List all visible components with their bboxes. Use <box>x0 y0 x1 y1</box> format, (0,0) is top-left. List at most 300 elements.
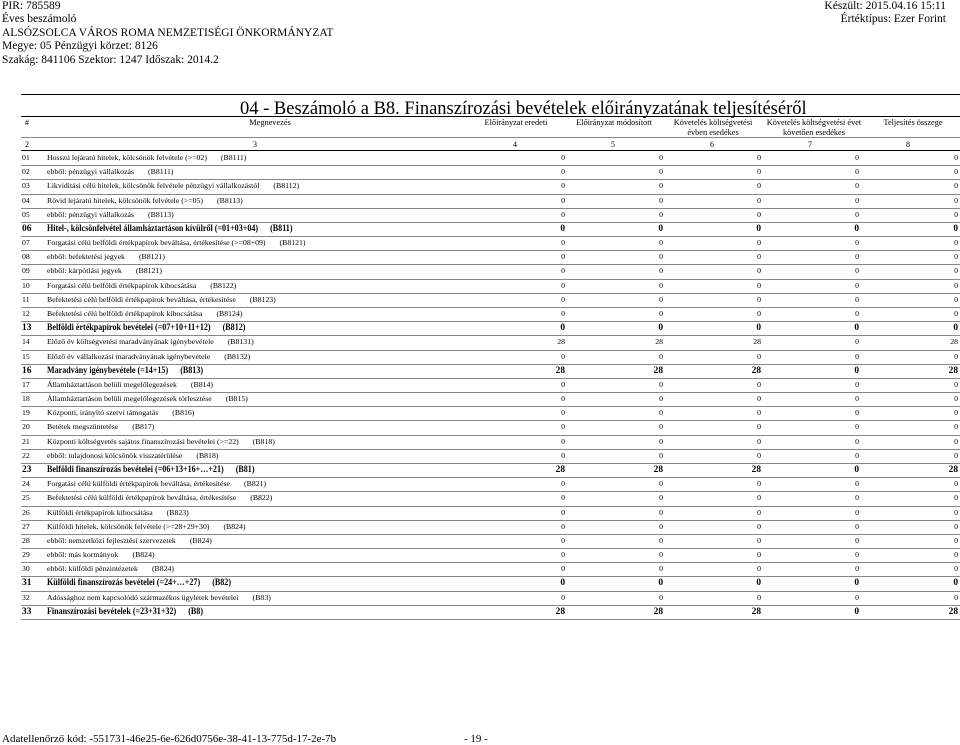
row-value-col5: 0 <box>659 493 663 503</box>
row-value-col7: 0 <box>855 450 859 460</box>
row-value-col7: 0 <box>855 209 859 219</box>
row-label-text: Befektetési célú belföldi értékpapírok kibocsátása <box>47 308 203 318</box>
table-row <box>0 166 960 180</box>
row-value-col6: 0 <box>757 280 761 290</box>
row-number: 20 <box>22 422 30 432</box>
table-row <box>0 592 960 606</box>
created-timestamp: Készült: 2015.04.16 15:11 <box>824 0 946 12</box>
row-value-col7: 0 <box>854 606 859 617</box>
report-type-label: Éves beszámoló <box>2 13 77 26</box>
row-value-col5: 0 <box>658 223 663 234</box>
row-label-text: Külföldi finanszírozás bevételei (=24+…+27) <box>47 578 201 589</box>
row-value-col6: 0 <box>757 153 761 162</box>
column-header-original: Előirányzat eredeti <box>484 118 548 127</box>
row-label-text: Hitel-, kölcsönfelvétel államháztartáson kívülről (=01+03+04) <box>47 223 259 234</box>
row-number: 14 <box>22 337 30 347</box>
row-label-text: ebből: tulajdonosi kölcsönök visszatérülése <box>47 450 183 460</box>
row-value-col8: 28 <box>948 606 958 617</box>
row-value-col4: 0 <box>561 408 565 418</box>
row-value-col6: 0 <box>757 535 761 545</box>
row-value-col4: 0 <box>561 493 565 503</box>
row-value-col7: 0 <box>854 223 859 234</box>
row-code: (B8131) <box>227 337 254 347</box>
row-number: 04 <box>22 195 30 205</box>
row-number: 27 <box>22 521 30 531</box>
row-label <box>47 196 243 205</box>
row-label-text: ebből: nemzetközi fejlesztési szervezetek <box>47 535 176 545</box>
table-row <box>0 223 960 237</box>
row-label-text: Belföldi értékpapírok bevételei (=07+10+11+12) <box>47 323 211 334</box>
row-code: (B8124) <box>216 308 243 318</box>
row-value-col5: 0 <box>659 394 663 404</box>
row-label <box>47 337 254 346</box>
row-value-col7: 0 <box>855 294 859 304</box>
row-code: (B811) <box>270 223 293 234</box>
column-number: 7 <box>808 140 812 149</box>
row-number: 21 <box>22 436 30 446</box>
row-value-col4: 28 <box>555 606 565 617</box>
row-code: (B8112) <box>273 181 300 191</box>
row-label <box>47 309 242 318</box>
row-label <box>47 408 194 417</box>
row-value-col5: 0 <box>659 436 663 446</box>
row-value-col5: 0 <box>659 564 663 574</box>
row-number: 26 <box>22 507 30 517</box>
row-label <box>47 522 246 531</box>
pir-label: PIR: 785589 <box>2 0 61 12</box>
row-label-text: Államháztartáson belüli megelőlegezések <box>47 379 177 389</box>
column-number: 4 <box>513 140 517 149</box>
row-value-col4: 0 <box>561 535 565 545</box>
row-value-col5: 0 <box>659 181 663 191</box>
row-label-text: ebből: pénzügyi vállalkozás <box>47 209 135 219</box>
row-value-col7: 0 <box>855 436 859 446</box>
row-label-text: Maradvány igénybevétele (=14+15) <box>47 365 169 376</box>
row-label-text: ebből: befektetési jegyek <box>47 252 125 262</box>
table-row <box>0 322 960 336</box>
row-value-col7: 0 <box>855 351 859 361</box>
report-header-left <box>2 0 333 67</box>
row-number: 05 <box>22 209 30 219</box>
row-value-col8: 0 <box>953 323 958 334</box>
row-value-col8: 0 <box>953 578 958 589</box>
value-type-label: Értéktípus: Ezer Forint <box>840 13 946 26</box>
row-value-col5: 28 <box>653 606 663 617</box>
row-value-col8: 0 <box>954 521 958 531</box>
row-code: (B8111) <box>220 153 247 162</box>
column-number: 5 <box>611 140 615 149</box>
row-code: (B8) <box>188 606 204 617</box>
row-value-col4: 0 <box>561 592 565 602</box>
row-label-text: Előző év költségvetési maradványának igénybevétele <box>47 337 214 347</box>
title-rule-top <box>21 94 960 95</box>
row-value-col4: 0 <box>561 394 565 404</box>
row-value-col6: 0 <box>756 223 761 234</box>
row-value-col8: 0 <box>954 294 958 304</box>
row-value-col4: 0 <box>561 521 565 531</box>
row-number: 28 <box>22 535 30 545</box>
row-code: (B8113) <box>217 195 243 205</box>
row-number: 11 <box>22 294 30 304</box>
row-code: (B824) <box>151 564 175 574</box>
row-value-col6: 0 <box>757 181 761 191</box>
row-label-text: Központi, irányító szervi támogatás <box>47 408 159 418</box>
table-row <box>0 393 960 407</box>
row-label <box>47 252 165 261</box>
row-label <box>47 451 218 460</box>
table-row <box>0 563 960 577</box>
row-number: 06 <box>22 223 32 234</box>
row-value-col7: 0 <box>855 181 859 191</box>
column-header-receivable-current <box>664 118 762 137</box>
column-header-receivable-current-line1: Követelés költségvetési <box>673 118 753 127</box>
row-number: 09 <box>22 266 30 276</box>
row-label <box>47 493 272 502</box>
row-label <box>47 437 275 446</box>
row-value-col7: 0 <box>855 507 859 517</box>
row-value-col6: 0 <box>757 167 761 177</box>
row-label <box>47 394 248 403</box>
row-code: (B823) <box>166 507 189 517</box>
row-value-col4: 0 <box>561 167 565 177</box>
row-number: 15 <box>22 351 30 361</box>
row-value-col6: 0 <box>757 408 761 418</box>
row-value-col8: 0 <box>954 209 958 219</box>
column-number: 2 <box>25 140 29 149</box>
row-value-col7: 0 <box>854 323 859 334</box>
table-row <box>0 606 960 620</box>
row-value-col7: 0 <box>855 422 859 432</box>
row-number: 18 <box>22 394 30 404</box>
table-row <box>0 507 960 521</box>
row-label-text: Adóssághoz nem kapcsolódó származékos ügyletek bevételei <box>47 592 239 602</box>
row-number: 31 <box>22 578 32 589</box>
row-label <box>47 266 162 275</box>
row-value-col7: 0 <box>855 535 859 545</box>
column-header-receivable-later-line2: követően esedékes <box>783 127 845 137</box>
table-row <box>0 237 960 251</box>
row-value-col6: 0 <box>757 351 761 361</box>
table-row <box>0 521 960 535</box>
row-value-col8: 0 <box>954 479 958 489</box>
row-value-col4: 0 <box>561 252 565 262</box>
row-code: (B8122) <box>210 280 237 290</box>
row-value-col7: 0 <box>855 266 859 276</box>
row-value-col8: 0 <box>954 535 958 545</box>
row-number: 17 <box>22 379 30 389</box>
row-number: 30 <box>22 564 30 574</box>
row-value-col7: 0 <box>855 252 859 262</box>
row-value-col8: 0 <box>954 394 958 404</box>
report-header-right <box>824 0 946 27</box>
row-value-col4: 0 <box>561 422 565 432</box>
row-value-col5: 0 <box>659 535 663 545</box>
row-value-col5: 0 <box>659 422 663 432</box>
row-value-col6: 0 <box>757 493 761 503</box>
row-value-col7: 0 <box>855 521 859 531</box>
row-label <box>47 181 299 190</box>
row-number: 22 <box>22 450 30 460</box>
row-value-col7: 0 <box>854 578 859 589</box>
table-row <box>0 180 960 194</box>
row-code: (B824) <box>189 535 212 545</box>
row-label <box>47 578 231 588</box>
row-value-col6: 0 <box>757 238 761 248</box>
row-label <box>47 295 276 304</box>
entity-name: ALSÓZSOLCA VÁROS ROMA NEMZETISÉGI ÖNKORMÁNYZAT <box>2 26 334 39</box>
row-number: 24 <box>22 479 30 489</box>
row-value-col8: 0 <box>954 181 958 191</box>
row-value-col6: 0 <box>757 252 761 262</box>
row-value-col6: 0 <box>757 394 761 404</box>
column-header-performance: Teljesítés összege <box>883 118 943 127</box>
row-code: (B817) <box>132 422 155 432</box>
row-value-col7: 0 <box>855 238 859 248</box>
row-value-col4: 0 <box>561 450 565 460</box>
row-value-col5: 28 <box>653 365 663 376</box>
row-label-text: Befektetési célú külföldi értékpapírok beváltása, értékesítése <box>47 493 237 503</box>
row-code: (B821) <box>244 479 267 489</box>
row-value-col5: 0 <box>659 252 663 262</box>
row-number: 33 <box>22 606 32 617</box>
row-label-text: ebből: pénzügyi vállalkozás <box>47 167 135 177</box>
row-code: (B824) <box>132 550 155 560</box>
column-number: 3 <box>253 140 257 149</box>
row-value-col6: 28 <box>751 606 761 617</box>
row-value-col4: 0 <box>561 238 565 248</box>
row-value-col8: 0 <box>954 238 958 248</box>
table-row <box>0 336 960 350</box>
table-row <box>0 308 960 322</box>
row-label-text: Belföldi finanszírozás bevételei (=06+13+16+…+21) <box>47 464 224 475</box>
row-label <box>47 352 250 361</box>
row-label <box>47 564 174 573</box>
row-code: (B822) <box>250 493 273 503</box>
row-value-col8: 0 <box>954 564 958 574</box>
row-label <box>47 422 154 431</box>
row-label-text: Külföldi értékpapírok kibocsátása <box>47 507 153 517</box>
row-value-col6: 28 <box>751 365 761 376</box>
table-row <box>0 450 960 464</box>
table-row <box>0 280 960 294</box>
row-value-col6: 0 <box>756 323 761 334</box>
row-code: (B814) <box>190 379 213 389</box>
row-number: 25 <box>22 493 30 503</box>
table-row <box>0 577 960 591</box>
row-value-col8: 0 <box>954 195 958 205</box>
table-row <box>0 407 960 421</box>
row-label-text: Rövid lejáratú hitelek, kölcsönök felvétele (>=05) <box>47 195 204 205</box>
title-rule-bottom <box>21 116 960 117</box>
row-value-col4: 0 <box>561 294 565 304</box>
column-number: 6 <box>710 140 714 149</box>
row-value-col8: 0 <box>954 493 958 503</box>
row-value-col5: 0 <box>659 408 663 418</box>
row-value-col4: 0 <box>561 564 565 574</box>
row-value-col8: 0 <box>954 592 958 602</box>
row-number: 07 <box>22 238 30 248</box>
row-value-col8: 0 <box>953 223 958 234</box>
row-divider <box>21 619 960 620</box>
column-header-receivable-later <box>760 118 868 137</box>
row-value-col7: 0 <box>855 308 859 318</box>
row-code: (B82) <box>212 578 232 589</box>
row-value-col7: 0 <box>855 408 859 418</box>
row-label-text: Forgatási célú belföldi értékpapírok kibocsátása <box>47 280 197 290</box>
row-value-col6: 0 <box>757 521 761 531</box>
row-code: (B8111) <box>148 167 174 177</box>
row-label-text: Külföldi hitelek, kölcsönök felvétele (>=28+29+30) <box>47 521 210 531</box>
row-label <box>47 380 213 389</box>
row-label <box>47 366 203 376</box>
row-value-col6: 28 <box>753 337 761 347</box>
header-divider <box>21 137 960 138</box>
row-value-col7: 0 <box>854 464 859 475</box>
check-code: Adatellenőrző kód: -551731-46e25-6e-626d0756e-38-41-13-775d-17-2e-7b <box>2 733 337 745</box>
row-value-col4: 0 <box>561 209 565 219</box>
row-value-col7: 0 <box>855 280 859 290</box>
row-value-col5: 0 <box>659 550 663 560</box>
row-value-col4: 0 <box>560 323 565 334</box>
row-value-col7: 0 <box>855 479 859 489</box>
row-value-col8: 0 <box>954 167 958 177</box>
row-value-col4: 28 <box>557 337 565 347</box>
row-number: 13 <box>22 323 32 334</box>
row-value-col4: 0 <box>561 550 565 560</box>
row-value-col8: 0 <box>954 450 958 460</box>
table-row <box>0 421 960 435</box>
row-code: (B8113) <box>148 209 174 219</box>
table-row <box>0 492 960 506</box>
row-label <box>47 607 203 617</box>
row-value-col5: 0 <box>659 507 663 517</box>
row-value-col8: 0 <box>954 436 958 446</box>
column-header-hash: # <box>24 118 30 127</box>
row-value-col5: 0 <box>659 209 663 219</box>
row-value-col5: 0 <box>659 379 663 389</box>
row-label-text: Befektetési célú belföldi értékpapírok beváltása, értékesítése <box>47 294 236 304</box>
row-value-col4: 0 <box>560 223 565 234</box>
row-value-col4: 0 <box>561 351 565 361</box>
row-number: 01 <box>22 153 30 162</box>
row-value-col8: 0 <box>954 408 958 418</box>
row-value-col6: 0 <box>757 479 761 489</box>
row-code: (B83) <box>252 592 271 602</box>
row-code: (B824) <box>223 521 246 531</box>
row-value-col6: 0 <box>757 294 761 304</box>
row-label <box>47 508 189 517</box>
sector-label: Szakág: 841106 Szektor: 1247 Időszak: 2014.2 <box>2 53 219 66</box>
row-code: (B8132) <box>224 351 251 361</box>
row-label-text: Központi költségvetés sajátos finanszírozási bevételei (>=22) <box>47 436 239 446</box>
row-value-col6: 0 <box>757 209 761 219</box>
row-label <box>47 479 266 488</box>
row-value-col7: 0 <box>855 195 859 205</box>
column-header-receivable-later-line1: Követelés költségvetési évet <box>766 118 862 127</box>
row-value-col4: 0 <box>561 153 565 162</box>
row-label <box>47 238 306 247</box>
row-value-col5: 28 <box>653 464 663 475</box>
column-header-name: Megnevezés <box>249 118 291 127</box>
row-value-col6: 0 <box>757 592 761 602</box>
row-value-col8: 0 <box>954 351 958 361</box>
row-value-col7: 0 <box>855 394 859 404</box>
row-number: 32 <box>22 592 30 602</box>
row-value-col8: 28 <box>950 337 958 347</box>
row-label <box>47 281 236 290</box>
row-value-col5: 0 <box>659 238 663 248</box>
row-value-col5: 0 <box>659 521 663 531</box>
row-value-col7: 0 <box>855 167 859 177</box>
row-value-col4: 0 <box>561 379 565 389</box>
row-code: (B8123) <box>249 294 276 304</box>
row-value-col7: 0 <box>855 493 859 503</box>
row-value-col5: 0 <box>659 308 663 318</box>
row-value-col6: 0 <box>757 266 761 276</box>
row-value-col8: 0 <box>954 308 958 318</box>
row-code: (B818) <box>252 436 275 446</box>
row-value-col4: 0 <box>561 280 565 290</box>
row-value-col8: 0 <box>954 507 958 517</box>
row-value-col5: 0 <box>659 351 663 361</box>
row-value-col4: 28 <box>555 365 565 376</box>
row-value-col8: 28 <box>948 365 958 376</box>
row-value-col4: 0 <box>561 308 565 318</box>
table-row <box>0 365 960 379</box>
row-value-col5: 0 <box>659 195 663 205</box>
row-value-col8: 0 <box>954 550 958 560</box>
row-value-col7: 0 <box>855 379 859 389</box>
row-label-text: Finanszírozási bevételek (=23+31+32) <box>47 606 177 617</box>
row-label-text: Államháztartáson belüli megelőlegezések törlesztése <box>47 394 212 404</box>
row-value-col5: 0 <box>659 450 663 460</box>
row-label <box>47 153 246 162</box>
row-label-text: Likviditási célú hitelek, kölcsönök felvétele pénzügyi vállalkozástól <box>47 181 260 191</box>
row-value-col8: 28 <box>948 464 958 475</box>
row-value-col6: 0 <box>757 507 761 517</box>
table-row <box>0 265 960 279</box>
row-label <box>47 550 155 559</box>
row-label <box>47 224 293 234</box>
row-value-col6: 0 <box>756 578 761 589</box>
row-number: 12 <box>22 308 30 318</box>
report-title: 04 - Beszámoló a B8. Finanszírozási bevételek előirányzatának teljesítéséről <box>240 99 807 119</box>
row-value-col4: 0 <box>561 266 565 276</box>
row-label-text: ebből: más kormányok <box>47 550 119 560</box>
row-code: (B815) <box>225 394 248 404</box>
row-label-text: ebből: külföldi pénzintézetek <box>47 564 138 574</box>
table-row <box>0 535 960 549</box>
row-value-col7: 0 <box>855 592 859 602</box>
row-value-col8: 0 <box>954 379 958 389</box>
row-code: (B8121) <box>138 252 165 262</box>
table-row <box>0 294 960 308</box>
row-value-col5: 0 <box>659 479 663 489</box>
row-value-col7: 0 <box>854 365 859 376</box>
row-value-col8: 0 <box>954 252 958 262</box>
row-value-col4: 0 <box>561 195 565 205</box>
row-value-col6: 0 <box>757 422 761 432</box>
row-value-col8: 0 <box>954 280 958 290</box>
table-row <box>0 436 960 450</box>
row-number: 02 <box>22 167 30 177</box>
row-value-col5: 0 <box>658 578 663 589</box>
row-value-col5: 0 <box>659 280 663 290</box>
row-value-col5: 0 <box>659 294 663 304</box>
row-code: (B813) <box>180 365 204 376</box>
table-row <box>0 379 960 393</box>
row-number: 23 <box>22 464 32 475</box>
